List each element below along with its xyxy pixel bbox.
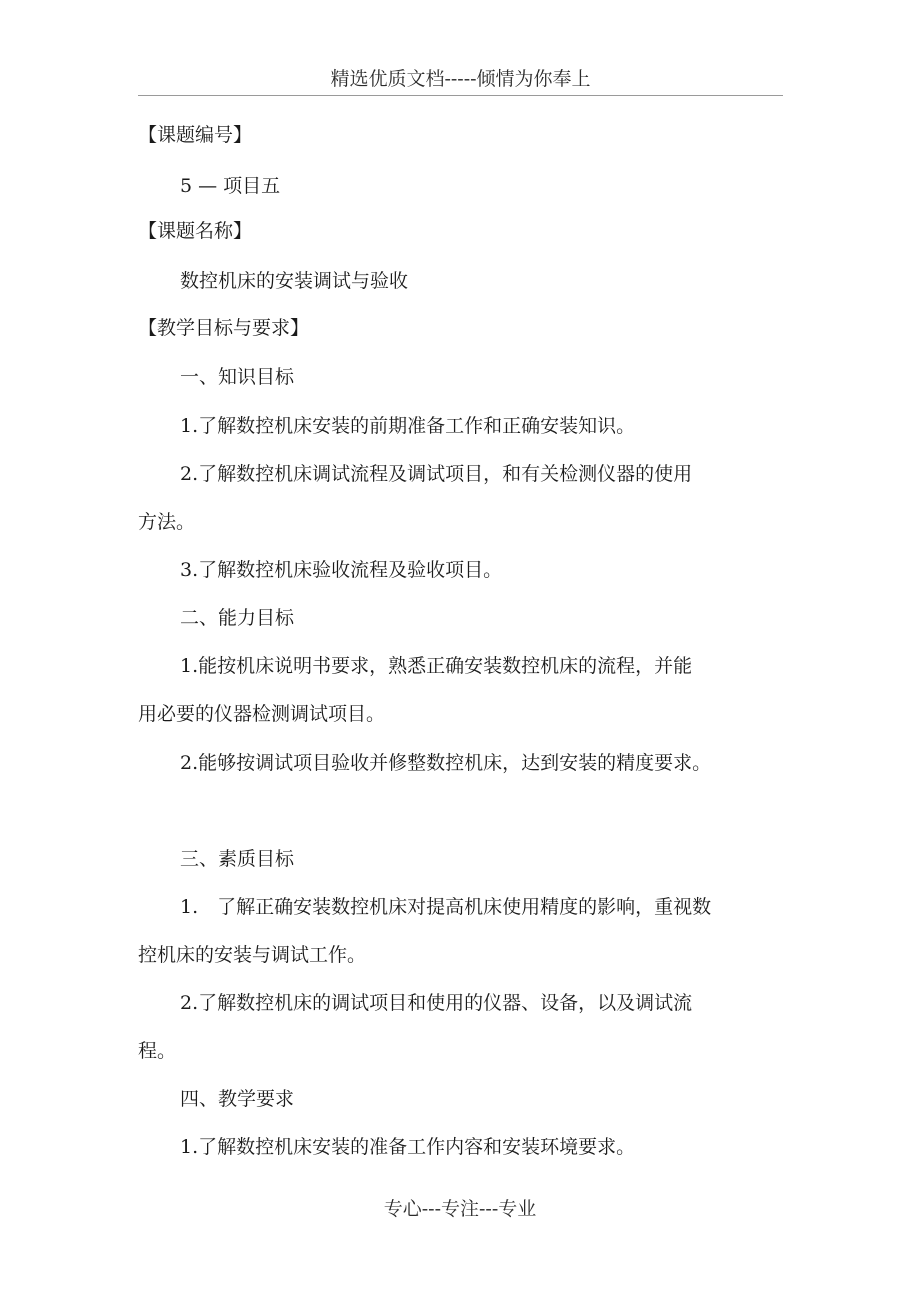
teaching-requirement-item-1: 1.了解数控机床安装的准备工作内容和安装环境要求。 — [180, 1136, 636, 1158]
section-heading-topic-name: 【课题名称】 — [138, 220, 253, 242]
topic-number-value: 5 — 项目五 — [180, 175, 281, 197]
quality-item-1-line-1: 1. 了解正确安装数控机床对提高机床使用精度的影响，重视数 — [180, 896, 712, 918]
ability-item-1-line-2: 用必要的仪器检测调试项目。 — [138, 703, 386, 725]
quality-item-2-line-2: 程。 — [138, 1040, 177, 1062]
subheading-quality: 三、素质目标 — [180, 848, 295, 870]
knowledge-item-1: 1.了解数控机床安装的前期准备工作和正确安装知识。 — [180, 415, 636, 437]
quality-item-1-line-2: 控机床的安装与调试工作。 — [138, 944, 367, 966]
knowledge-item-2-line-1: 2.了解数控机床调试流程及调试项目，和有关检测仪器的使用 — [180, 463, 693, 485]
subheading-ability: 二、能力目标 — [180, 607, 295, 629]
knowledge-item-2-line-2: 方法。 — [138, 511, 196, 533]
subheading-teaching-requirements: 四、教学要求 — [180, 1088, 295, 1110]
page-footer: 专心---专注---专业 — [383, 1198, 537, 1220]
page-header: 精选优质文档-----倾情为你奉上 — [138, 64, 783, 96]
section-heading-topic-number: 【课题编号】 — [138, 124, 253, 146]
knowledge-item-3: 3.了解数控机床验收流程及验收项目。 — [180, 559, 503, 581]
ability-item-2: 2.能够按调试项目验收并修整数控机床，达到安装的精度要求。 — [180, 752, 712, 774]
section-heading-objectives: 【教学目标与要求】 — [138, 317, 310, 339]
ability-item-1-line-1: 1.能按机床说明书要求，熟悉正确安装数控机床的流程，并能 — [180, 655, 693, 677]
subheading-knowledge: 一、知识目标 — [180, 366, 295, 388]
topic-name-value: 数控机床的安装调试与验收 — [180, 270, 409, 292]
quality-item-2-line-1: 2.了解数控机床的调试项目和使用的仪器、设备，以及调试流 — [180, 992, 693, 1014]
